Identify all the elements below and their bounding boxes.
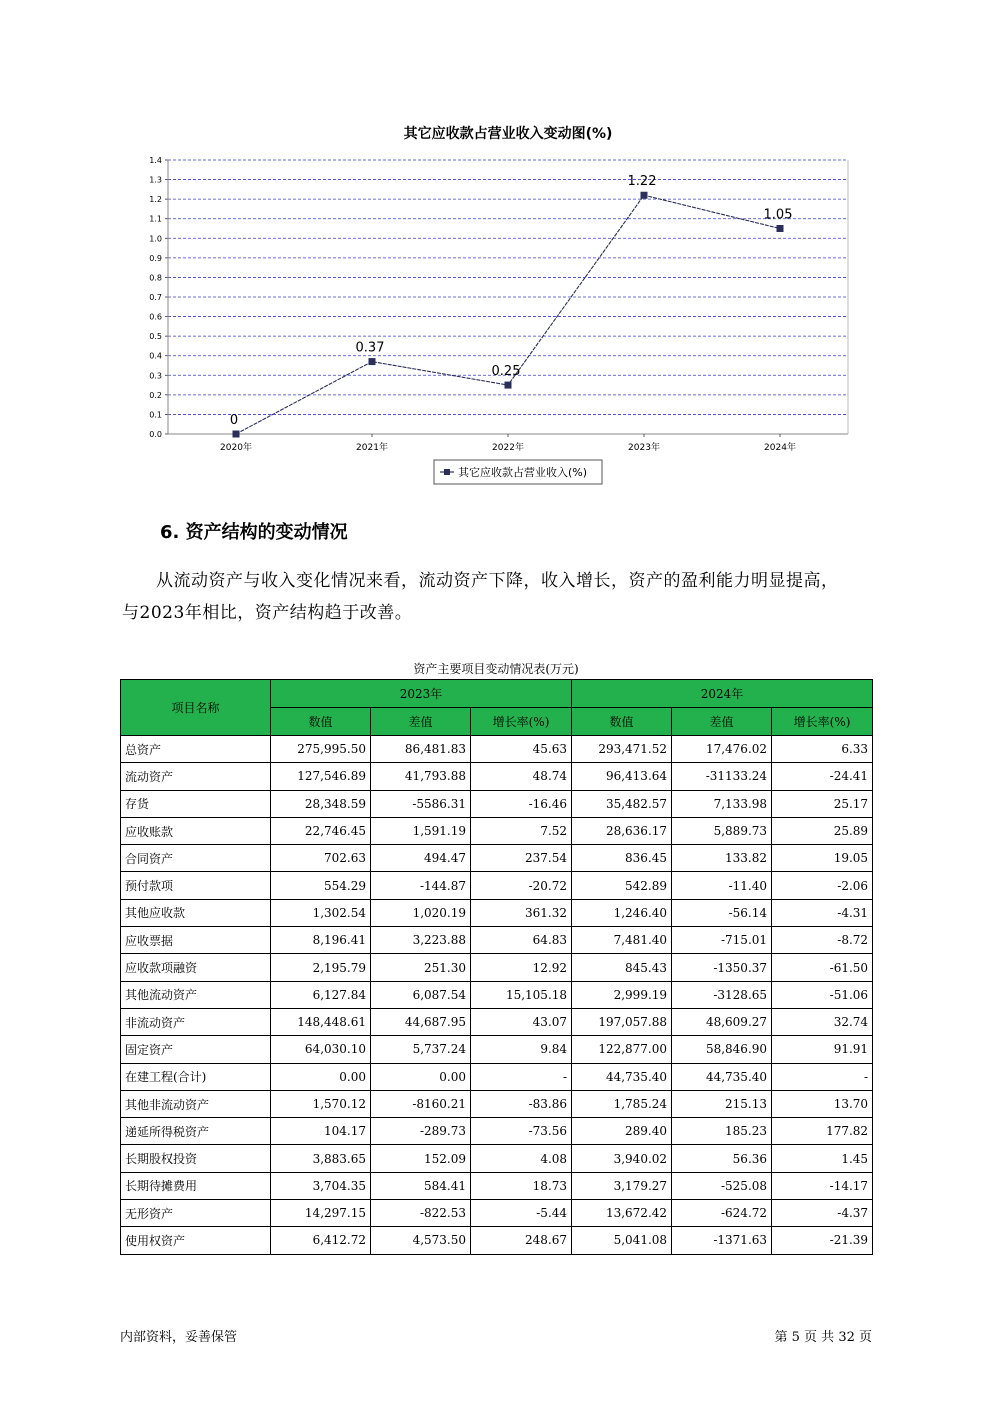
y-tick-label: 1.3	[149, 175, 162, 185]
y-tick-label: 1.0	[149, 234, 162, 244]
row-value-cell: 104.17	[271, 1118, 371, 1145]
row-value-cell: 3,223.88	[371, 927, 471, 954]
table-row	[121, 1090, 873, 1117]
header-item-name: 项目名称	[121, 680, 271, 736]
row-value-cell: 836.45	[572, 845, 672, 872]
row-value-cell: 1,591.19	[371, 817, 471, 844]
table-row	[121, 763, 873, 790]
table-row	[121, 790, 873, 817]
row-value-cell: -56.14	[672, 899, 772, 926]
y-tick-label: 1.4	[149, 156, 162, 165]
row-value-cell: 1,302.54	[271, 899, 371, 926]
row-value-cell: 0.00	[271, 1063, 371, 1090]
row-value-cell: 1,020.19	[371, 899, 471, 926]
subheader-cell: 差值	[672, 708, 772, 736]
row-value-cell: -73.56	[471, 1118, 572, 1145]
asset-change-table	[120, 679, 873, 1255]
row-value-cell: 3,940.02	[572, 1145, 672, 1172]
row-value-cell: 15,105.18	[471, 981, 572, 1008]
paragraph-line-2: 与2023年相比，资产结构趋于改善。	[122, 603, 413, 623]
row-value-cell: -61.50	[772, 954, 873, 981]
row-value-cell: -16.46	[471, 790, 572, 817]
row-value-cell: -8160.21	[371, 1090, 471, 1117]
x-tick-label: 2022年	[492, 443, 524, 453]
row-value-cell: 185.23	[672, 1118, 772, 1145]
chart-title: 其它应收款占营业收入变动图(%)	[403, 126, 613, 142]
row-value-cell: -5.44	[471, 1200, 572, 1227]
data-point-marker	[777, 225, 784, 232]
row-value-cell: 275,995.50	[271, 736, 371, 763]
row-value-cell: 43.07	[471, 1008, 572, 1035]
y-tick-label: 0.7	[149, 293, 162, 302]
row-value-cell: 86,481.83	[371, 736, 471, 763]
row-value-cell: 237.54	[471, 845, 572, 872]
row-value-cell: 251.30	[371, 954, 471, 981]
row-value-cell: 361.32	[471, 899, 572, 926]
table-row	[121, 1063, 873, 1090]
row-value-cell: -21.39	[772, 1227, 873, 1254]
data-label: 1.22	[627, 174, 657, 190]
row-value-cell: -14.17	[772, 1172, 873, 1199]
table-body	[121, 736, 873, 1255]
row-value-cell: -715.01	[672, 927, 772, 954]
row-value-cell: -4.31	[772, 899, 873, 926]
row-value-cell: 9.84	[471, 1036, 572, 1063]
row-value-cell: -1350.37	[672, 954, 772, 981]
y-tick-label: 1.1	[149, 214, 162, 224]
data-point-marker	[505, 382, 512, 389]
row-value-cell: 44,735.40	[572, 1063, 672, 1090]
row-value-cell: 35,482.57	[572, 790, 672, 817]
y-tick-label: 0.5	[149, 332, 162, 342]
row-value-cell: 6,412.72	[271, 1227, 371, 1254]
table-row	[121, 845, 873, 872]
row-value-cell: 48.74	[471, 763, 572, 790]
row-value-cell: 1,785.24	[572, 1090, 672, 1117]
row-value-cell: -20.72	[471, 872, 572, 899]
row-value-cell: 845.43	[572, 954, 672, 981]
row-value-cell: 45.63	[471, 736, 572, 763]
row-value-cell: 6,127.84	[271, 981, 371, 1008]
table-row	[121, 1172, 873, 1199]
row-value-cell: 148,448.61	[271, 1008, 371, 1035]
row-value-cell: 25.17	[772, 790, 873, 817]
row-item-name: 长期股权投资	[121, 1145, 271, 1172]
table-row	[121, 872, 873, 899]
subheader-cell: 增长率(%)	[471, 708, 572, 736]
row-value-cell: -624.72	[672, 1200, 772, 1227]
row-value-cell: 5,041.08	[572, 1227, 672, 1254]
row-value-cell: -822.53	[371, 1200, 471, 1227]
row-value-cell: -83.86	[471, 1090, 572, 1117]
row-value-cell: -2.06	[772, 872, 873, 899]
data-point-marker	[233, 431, 240, 438]
y-tick-label: 0.9	[149, 253, 162, 263]
row-item-name: 递延所得税资产	[121, 1118, 271, 1145]
row-value-cell: 3,883.65	[271, 1145, 371, 1172]
row-value-cell: 1.45	[772, 1145, 873, 1172]
subheader-cell: 差值	[371, 708, 471, 736]
x-tick-label: 2024年	[764, 443, 796, 453]
row-value-cell: 289.40	[572, 1118, 672, 1145]
row-value-cell: 702.63	[271, 845, 371, 872]
row-value-cell: 13,672.42	[572, 1200, 672, 1227]
row-value-cell: -1371.63	[672, 1227, 772, 1254]
row-value-cell: 13.70	[772, 1090, 873, 1117]
row-item-name: 其他非流动资产	[121, 1090, 271, 1117]
row-value-cell: 7.52	[471, 817, 572, 844]
footer-page-number: 第 5 页 共 32 页	[774, 1330, 872, 1345]
row-item-name: 总资产	[121, 736, 271, 763]
row-value-cell: 28,636.17	[572, 817, 672, 844]
row-value-cell: 56.36	[672, 1145, 772, 1172]
paragraph-line-1: 从流动资产与收入变化情况来看，流动资产下降，收入增长，资产的盈利能力明显提高，	[156, 571, 839, 591]
row-item-name: 使用权资产	[121, 1227, 271, 1254]
row-value-cell: 197,057.88	[572, 1008, 672, 1035]
row-value-cell: 4.08	[471, 1145, 572, 1172]
row-value-cell: 1,570.12	[271, 1090, 371, 1117]
row-value-cell: 6.33	[772, 736, 873, 763]
legend-label: 其它应收款占营业收入(%)	[458, 466, 588, 479]
y-tick-label: 0.6	[149, 312, 162, 322]
data-label: 0.25	[491, 364, 521, 380]
row-value-cell: 44,735.40	[672, 1063, 772, 1090]
table-row	[121, 954, 873, 981]
row-value-cell: -289.73	[371, 1118, 471, 1145]
row-value-cell: 17,476.02	[672, 736, 772, 763]
data-point-marker	[641, 192, 648, 199]
x-tick-label: 2020年	[220, 443, 252, 453]
row-item-name: 固定资产	[121, 1036, 271, 1063]
section-heading: 6. 资产结构的变动情况	[160, 522, 348, 543]
row-value-cell: 248.67	[471, 1227, 572, 1254]
y-tick-label: 0.0	[149, 430, 162, 439]
row-value-cell: -525.08	[672, 1172, 772, 1199]
chart-container	[120, 118, 860, 490]
row-value-cell: -	[471, 1063, 572, 1090]
row-item-name: 其他应收款	[121, 899, 271, 926]
row-value-cell: -51.06	[772, 981, 873, 1008]
row-value-cell: 293,471.52	[572, 736, 672, 763]
y-tick-label: 0.8	[149, 273, 162, 283]
row-value-cell: -	[772, 1063, 873, 1090]
row-value-cell: 58,846.90	[672, 1036, 772, 1063]
row-value-cell: 64.83	[471, 927, 572, 954]
row-item-name: 应收款项融资	[121, 954, 271, 981]
row-value-cell: 7,133.98	[672, 790, 772, 817]
row-value-cell: 2,999.19	[572, 981, 672, 1008]
x-tick-label: 2021年	[356, 443, 388, 453]
y-tick-label: 1.2	[149, 195, 162, 205]
x-tick-label: 2023年	[628, 443, 660, 453]
data-label: 0.37	[355, 340, 385, 356]
row-value-cell: 6,087.54	[371, 981, 471, 1008]
y-tick-label: 0.4	[149, 351, 162, 361]
row-value-cell: 127,546.89	[271, 763, 371, 790]
row-value-cell: 64,030.10	[271, 1036, 371, 1063]
row-value-cell: 22,746.45	[271, 817, 371, 844]
row-value-cell: 542.89	[572, 872, 672, 899]
row-value-cell: 41,793.88	[371, 763, 471, 790]
header-year-2024: 2024年	[572, 680, 873, 708]
row-value-cell: 96,413.64	[572, 763, 672, 790]
row-value-cell: 3,179.27	[572, 1172, 672, 1199]
row-value-cell: 554.29	[271, 872, 371, 899]
row-value-cell: 14,297.15	[271, 1200, 371, 1227]
table-row	[121, 1145, 873, 1172]
row-value-cell: -11.40	[672, 872, 772, 899]
row-value-cell: 12.92	[471, 954, 572, 981]
row-value-cell: 32.74	[772, 1008, 873, 1035]
y-tick-label: 0.1	[149, 410, 162, 420]
row-value-cell: 18.73	[471, 1172, 572, 1199]
table-row	[121, 927, 873, 954]
row-value-cell: 584.41	[371, 1172, 471, 1199]
table-row	[121, 817, 873, 844]
y-tick-label: 0.3	[149, 371, 162, 381]
table-caption: 资产主要项目变动情况表(万元)	[413, 662, 579, 676]
row-value-cell: -4.37	[772, 1200, 873, 1227]
data-point-marker	[369, 358, 376, 365]
row-value-cell: -3128.65	[672, 981, 772, 1008]
row-item-name: 其他流动资产	[121, 981, 271, 1008]
table-row	[121, 899, 873, 926]
subheader-cell: 数值	[271, 708, 371, 736]
row-value-cell: -31133.24	[672, 763, 772, 790]
row-value-cell: 44,687.95	[371, 1008, 471, 1035]
row-item-name: 存货	[121, 790, 271, 817]
row-value-cell: 28,348.59	[271, 790, 371, 817]
row-item-name: 长期待摊费用	[121, 1172, 271, 1199]
table-row	[121, 1118, 873, 1145]
row-value-cell: 25.89	[772, 817, 873, 844]
row-value-cell: -5586.31	[371, 790, 471, 817]
table-row	[121, 736, 873, 763]
row-value-cell: 3,704.35	[271, 1172, 371, 1199]
row-value-cell: 5,889.73	[672, 817, 772, 844]
table-row	[121, 981, 873, 1008]
row-value-cell: 1,246.40	[572, 899, 672, 926]
data-label: 0	[229, 413, 239, 428]
row-value-cell: 48,609.27	[672, 1008, 772, 1035]
row-item-name: 非流动资产	[121, 1008, 271, 1035]
row-value-cell: -144.87	[371, 872, 471, 899]
row-value-cell: 215.13	[672, 1090, 772, 1117]
row-value-cell: 177.82	[772, 1118, 873, 1145]
row-value-cell: 7,481.40	[572, 927, 672, 954]
row-value-cell: 2,195.79	[271, 954, 371, 981]
row-value-cell: 122,877.00	[572, 1036, 672, 1063]
row-value-cell: 494.47	[371, 845, 471, 872]
legend-marker	[444, 469, 450, 475]
table-row	[121, 1200, 873, 1227]
row-value-cell: 5,737.24	[371, 1036, 471, 1063]
row-item-name: 合同资产	[121, 845, 271, 872]
row-value-cell: 0.00	[371, 1063, 471, 1090]
table-row	[121, 1227, 873, 1254]
row-value-cell: 133.82	[672, 845, 772, 872]
row-value-cell: 152.09	[371, 1145, 471, 1172]
row-item-name: 流动资产	[121, 763, 271, 790]
row-value-cell: 4,573.50	[371, 1227, 471, 1254]
row-value-cell: -24.41	[772, 763, 873, 790]
subheader-cell: 增长率(%)	[772, 708, 873, 736]
row-item-name: 应收账款	[121, 817, 271, 844]
row-value-cell: 91.91	[772, 1036, 873, 1063]
row-value-cell: -8.72	[772, 927, 873, 954]
row-item-name: 应收票据	[121, 927, 271, 954]
data-label: 1.05	[763, 207, 793, 223]
row-value-cell: 8,196.41	[271, 927, 371, 954]
table-row	[121, 1008, 873, 1035]
footer-confidential-note: 内部资料，妥善保管	[120, 1330, 238, 1345]
row-value-cell: 19.05	[772, 845, 873, 872]
y-tick-label: 0.2	[149, 390, 162, 400]
section-paragraph	[122, 565, 874, 629]
row-item-name: 在建工程(合计)	[121, 1063, 271, 1090]
subheader-cell: 数值	[572, 708, 672, 736]
table-row	[121, 1036, 873, 1063]
row-item-name: 预付款项	[121, 872, 271, 899]
header-year-2023: 2023年	[271, 680, 572, 708]
row-item-name: 无形资产	[121, 1200, 271, 1227]
series-line	[236, 195, 780, 434]
line-chart	[120, 118, 860, 490]
